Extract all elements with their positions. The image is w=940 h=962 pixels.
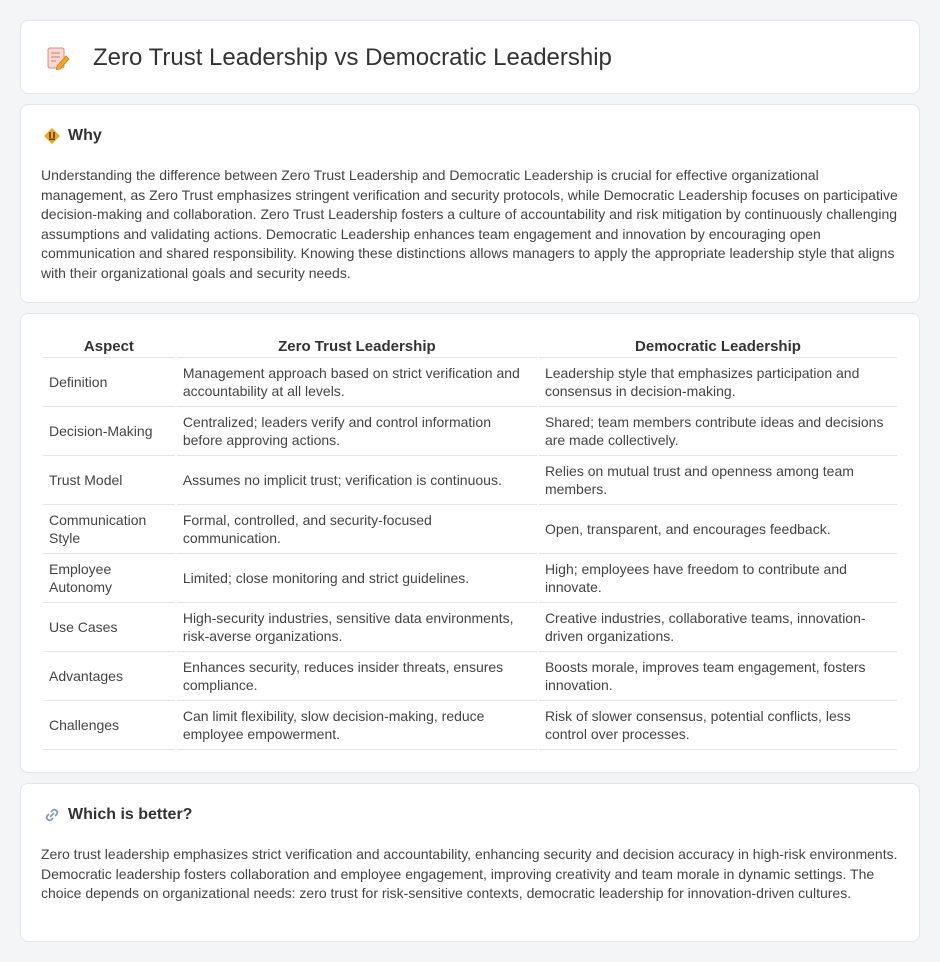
comparison-table (41, 334, 899, 750)
comparison-card (20, 313, 920, 773)
header-zero-trust: Zero Trust Leadership (177, 334, 537, 358)
zero-trust-cell: Formal, controlled, and security-focused communication. (177, 505, 537, 554)
aspect-cell: Challenges (43, 701, 175, 750)
better-header (43, 806, 192, 824)
diamond-warning-icon (43, 127, 61, 145)
democratic-cell: Relies on mutual trust and openness among team members. (539, 456, 897, 505)
page-title: Zero Trust Leadership vs Democratic Leadership (93, 44, 612, 71)
democratic-cell: Creative industries, collaborative teams, innovation-driven organizations. (539, 603, 897, 652)
zero-trust-cell: Can limit flexibility, slow decision-making, reduce employee empowerment. (177, 701, 537, 750)
title-row (45, 21, 612, 95)
democratic-cell: High; employees have freedom to contribute and innovate. (539, 554, 897, 603)
why-text: Understanding the difference between Zero Trust Leadership and Democratic Leadership is crucial for effective organizational management, as Zero Trust emphasizes stringent verification and security protocols, while Democratic Leadership focuses on participative decision-making and collaboration. Zero Trust Leadership fosters a culture of accountability and risk mitigation by continuously challenging assumptions and validating actions. Democratic Leadership enhances team engagement and innovation by encouraging open communication and shared responsibility. Knowing these distinctions allows managers to apply the appropriate leadership style that aligns with their organizational goals and security needs. (41, 167, 898, 281)
document-pencil-icon (45, 45, 71, 71)
democratic-cell: Open, transparent, and encourages feedback. (539, 505, 897, 554)
table-row (43, 701, 897, 750)
zero-trust-cell: High-security industries, sensitive data environments, risk-averse organizations. (177, 603, 537, 652)
aspect-cell: Use Cases (43, 603, 175, 652)
democratic-cell: Shared; team members contribute ideas and decisions are made collectively. (539, 407, 897, 456)
table-header-row (43, 334, 897, 358)
democratic-cell: Boosts morale, improves team engagement, fosters innovation. (539, 652, 897, 701)
why-title: Why (68, 127, 102, 144)
aspect-cell: Employee Autonomy (43, 554, 175, 603)
table-row (43, 456, 897, 505)
table-row (43, 505, 897, 554)
better-title: Which is better? (68, 806, 193, 823)
header-democratic: Democratic Leadership (539, 334, 897, 358)
zero-trust-cell: Limited; close monitoring and strict guidelines. (177, 554, 537, 603)
aspect-cell: Advantages (43, 652, 175, 701)
zero-trust-cell: Management approach based on strict verification and accountability at all levels. (177, 358, 537, 407)
democratic-cell: Leadership style that emphasizes participation and consensus in decision-making. (539, 358, 897, 407)
zero-trust-cell: Enhances security, reduces insider threats, ensures compliance. (177, 652, 537, 701)
aspect-cell: Trust Model (43, 456, 175, 505)
aspect-cell: Decision-Making (43, 407, 175, 456)
table-row (43, 407, 897, 456)
title-card (20, 20, 920, 94)
democratic-cell: Risk of slower consensus, potential conflicts, less control over processes. (539, 701, 897, 750)
which-better-card (20, 783, 920, 942)
header-aspect: Aspect (43, 334, 175, 358)
aspect-cell: Communication Style (43, 505, 175, 554)
zero-trust-cell: Centralized; leaders verify and control information before approving actions. (177, 407, 537, 456)
table-row (43, 603, 897, 652)
link-icon (43, 806, 61, 824)
why-card (20, 104, 920, 303)
better-text: Zero trust leadership emphasizes strict verification and accountability, enhancing security and decision accuracy in high-risk environments. Democratic leadership fosters collaboration and employee engagement, improving creativity and team morale in dynamic settings. The choice depends on organizational needs: zero trust for risk-sensitive contexts, democratic leadership for innovation-driven cultures. (41, 846, 898, 901)
zero-trust-cell: Assumes no implicit trust; verification is continuous. (177, 456, 537, 505)
table-row (43, 358, 897, 407)
why-header (43, 127, 102, 145)
table-row (43, 554, 897, 603)
table-row (43, 652, 897, 701)
aspect-cell: Definition (43, 358, 175, 407)
